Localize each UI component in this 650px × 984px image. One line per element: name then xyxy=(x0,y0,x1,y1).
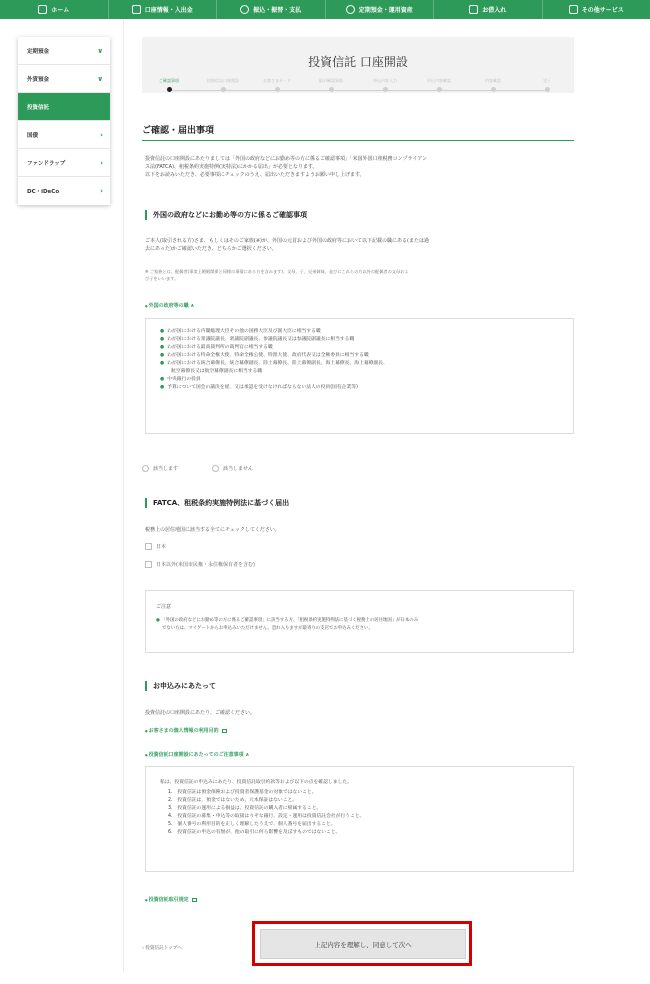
step-6 xyxy=(412,78,466,92)
chevron-right-icon: › xyxy=(100,130,103,139)
caution-intro: 私は、投資信託の申込みにあたり、投資信託取引約款等および以下の点を確認しました。 xyxy=(160,780,352,785)
heading-rule xyxy=(142,140,574,141)
list-item: ● わが国における内閣総理大臣その他の国務大臣及び副大臣に相当する職 xyxy=(160,329,321,334)
step-indicator xyxy=(142,78,574,94)
nav-transfer-label: 振込・振替・支払 xyxy=(253,7,302,14)
list-item: 6. 投資信託の申込の有無が、他の取引に何ら影響を及ぼすものではないこと。 xyxy=(168,830,341,835)
step-label: 内容確認 xyxy=(485,78,501,83)
sidebar-item-label: 外貨預金 xyxy=(27,76,50,83)
list-item: 1. 投資信託は預金保険および投資者保護基金の対象ではないこと。 xyxy=(168,790,317,795)
sidebar-item-fund-wrap[interactable] xyxy=(18,149,110,177)
sidebar-item-time-deposit[interactable] xyxy=(18,37,110,65)
sidebar-item-foreign-deposit[interactable] xyxy=(18,65,110,93)
nav-loan-label: お借入れ xyxy=(482,7,507,14)
positions-list-box xyxy=(145,318,574,434)
page-title: 投資信託 口座開設 xyxy=(308,55,408,69)
list-item: ● わが国における最高裁判所の裁判官に相当する職 xyxy=(160,345,273,350)
card-icon xyxy=(132,5,141,14)
grid-icon xyxy=(569,5,578,14)
checkbox[interactable] xyxy=(145,561,152,568)
sidebar-item-label: 定期預金 xyxy=(27,48,50,55)
step-dot xyxy=(167,87,172,92)
step-label: お客さまカード xyxy=(263,78,291,83)
step-dot xyxy=(383,87,388,92)
sidebar-item-investment-trust[interactable] xyxy=(18,93,110,121)
step-dot xyxy=(437,87,442,92)
list-item: ● 中央銀行の役員 xyxy=(160,377,201,382)
list-item: 5. 個人番号の利用目的を正しく理解したうえで、個人番号を届出すること。 xyxy=(168,822,336,827)
fatca-heading: FATCA、租税条約実施特例法に基づく届出 xyxy=(145,498,289,508)
notice-box xyxy=(145,590,574,653)
nav-assets-label: 定期預金・運用資産 xyxy=(358,7,413,14)
back-link[interactable]: ‹ 投資信託トップへ xyxy=(142,946,182,951)
sidebar-item-label: 国債 xyxy=(27,132,39,139)
nav-transfer[interactable] xyxy=(217,0,326,19)
list-item: 航空幕僚長又は航空幕僚副長に相当する職 xyxy=(171,369,263,374)
step-label: 投資信託口座開設 xyxy=(207,78,239,83)
step-1 xyxy=(142,78,196,92)
radio-applicable[interactable] xyxy=(142,465,178,472)
sidebar-item-label: 投資信託 xyxy=(27,104,50,111)
apply-text: 投資信託の口座開設にあたり、ご確認ください。 xyxy=(145,710,256,716)
sidebar-item-label: DC・iDeCo xyxy=(27,189,60,195)
nav-home-label: ホーム xyxy=(51,7,70,14)
list-item: 4. 投資信託の募集・申込等の取扱はりそな銀行、設定・運用は投資信託会社が行うこと。 xyxy=(168,814,365,819)
step-dot xyxy=(221,87,226,92)
list-item: ● 予算について国会の議決を経、又は承認を受けなければならない法人の役員(国有企業等) xyxy=(160,385,358,390)
radio-circle[interactable] xyxy=(142,465,149,472)
chevron-down-icon: ∨ xyxy=(97,74,103,83)
radio-circle[interactable] xyxy=(212,465,219,472)
radio-label: 該当しません xyxy=(223,466,254,472)
agree-next-button[interactable]: 上記内容を理解し、同意して次へ xyxy=(260,929,466,959)
list-item: ● わが国における特命全権大使、特命全権公使、特派大使、政府代表又は全権委員に相当する職 xyxy=(160,353,369,358)
step-label: ご確認事項 xyxy=(159,78,179,83)
checkbox-label: 日本以外(米国市民権・永住権保有者を含む) xyxy=(156,562,255,568)
nav-loan[interactable] xyxy=(434,0,543,19)
step-label: 取引確認事項 xyxy=(319,78,343,83)
foreign-officials-text: ご本人(取引される方)さま、もしくはそのご家族(※)が、外国の元首および外国の政府等において以下記載の職にある(または過 去にあった)かご確認いただき、どちらかご選択ください。 xyxy=(145,238,429,252)
external-link-icon xyxy=(222,729,227,733)
chevron-down-icon: ∨ xyxy=(97,46,103,55)
notice-title: ご注意 xyxy=(156,604,172,610)
caution-toggle[interactable]: ● 投資信託口座開設にあたってのご注意事項 ∧ xyxy=(145,751,249,758)
column-divider xyxy=(123,20,124,972)
intro-text: 投資信託の口座開設にあたりましては「外国の政府などにお勤め等の方に係るご確認事項」「米国外国口座税務コンプライアン ス法(FATCA)、租税条約実施特例(実特法)にかかる届出」が必要となります。 以下をお読みいただき、必要事項にチェックのうえ、届出いただきますようお願い申し上げます。 xyxy=(145,156,428,178)
checkbox-label: 日本 xyxy=(156,544,167,550)
step-label: 申込内容確認 xyxy=(427,78,451,83)
checkbox-japan[interactable] xyxy=(145,543,166,550)
step-dot xyxy=(275,87,280,92)
step-dot xyxy=(329,87,334,92)
list-item: ● わが国における統合幕僚長、統合幕僚副長、陸上幕僚長、陸上幕僚副長、海上幕僚長、海上幕僚副長、 xyxy=(160,361,388,366)
sidebar-item-label: ファンドラップ xyxy=(27,160,66,167)
trust-rules-link[interactable]: ● 投資信託取引規定 xyxy=(145,896,197,903)
apply-heading: お申込みにあたって xyxy=(145,681,216,691)
step-3 xyxy=(250,78,304,92)
chevron-right-icon: › xyxy=(100,187,103,195)
notice-text: ● 「外国の政府などにお勤め等の方に係るご確認事項」に該当する方、「租税条約実施特例法に基づく税務上の居住地国」が日本のみ でない方は、マイゲートからお申込みいただけません。恐れ入りますが最寄りの支店でお申込みください。 xyxy=(156,618,419,631)
side-menu xyxy=(18,37,110,205)
nav-home[interactable] xyxy=(0,0,109,19)
fatca-text: 税務上の居住地国に該当する全てにチェックしてください。 xyxy=(145,527,280,533)
checkbox-outside-japan[interactable] xyxy=(145,561,255,568)
step-label: 完了 xyxy=(543,78,551,83)
positions-toggle[interactable]: ● 外国の政府等の職 ∧ xyxy=(145,302,194,309)
list-item: ● わが国における衆議院議長、衆議院副議長、参議院議長又は参議院副議長に相当する職 xyxy=(160,337,355,342)
nav-account[interactable] xyxy=(109,0,218,19)
nav-assets[interactable] xyxy=(326,0,435,19)
global-nav xyxy=(0,0,650,19)
step-label: 申込内容入力 xyxy=(373,78,397,83)
caution-list xyxy=(160,789,559,837)
step-4 xyxy=(304,78,358,92)
transfer-icon xyxy=(240,5,249,14)
sidebar-item-jgb[interactable] xyxy=(18,121,110,149)
nav-other-label: その他サービス xyxy=(581,7,624,14)
foreign-officials-heading: 外国の政府などにお勤め等の方に係るご確認事項 xyxy=(145,210,307,220)
step-8 xyxy=(520,78,574,92)
piggy-bank-icon xyxy=(346,5,355,14)
nav-account-label: 口座情報・入出金 xyxy=(144,7,193,14)
radio-label: 該当します xyxy=(153,466,179,472)
home-icon xyxy=(38,5,47,14)
list-item: 2. 投資信託は、預金ではないため、元本保証はないこと。 xyxy=(168,798,298,803)
family-note: ※ ご家族とは、配偶者(事実上婚姻関係と同様の事情にある方を含みます)、父母、子、兄弟姉妹、並びにこれらの方以外の配偶者の父母およ び子をいいます。 xyxy=(145,269,409,281)
step-dot xyxy=(491,87,496,92)
step-5 xyxy=(358,78,412,92)
loan-icon xyxy=(469,5,478,14)
confirm-heading: ご確認・届出事項 xyxy=(142,126,215,136)
sidebar-item-dc-ideco[interactable] xyxy=(18,177,110,205)
caution-box xyxy=(145,766,574,872)
radio-not-applicable[interactable] xyxy=(212,465,253,472)
checkbox[interactable] xyxy=(145,543,152,550)
positions-list xyxy=(160,328,559,392)
step-dot xyxy=(545,87,550,92)
privacy-link[interactable]: ● お客さまの個人情報の利用目的 xyxy=(145,727,227,734)
chevron-right-icon: › xyxy=(100,158,103,167)
step-7 xyxy=(466,78,520,92)
nav-other[interactable] xyxy=(543,0,650,19)
step-2 xyxy=(196,78,250,92)
external-link-icon xyxy=(192,898,197,902)
list-item: 3. 投資信託の運用による損益は、投資信託の購入者に帰属すること。 xyxy=(168,806,322,811)
